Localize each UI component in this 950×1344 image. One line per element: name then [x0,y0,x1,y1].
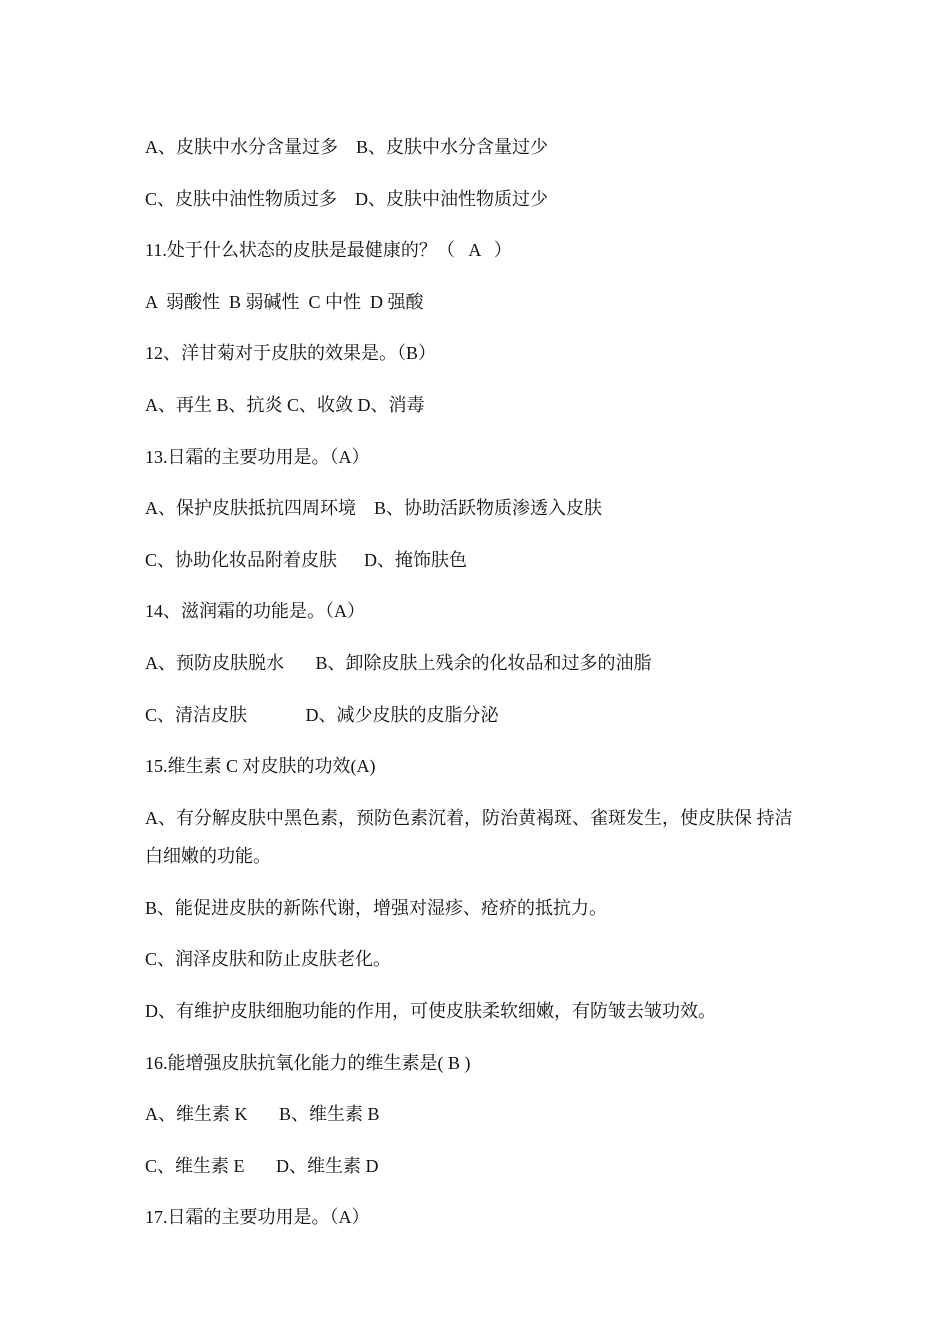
option-line: A、再生 B、抗炎 C、收敛 D、消毒 [145,394,425,415]
option-line: C、协助化妆品附着皮肤 D、掩饰肤色 [145,549,468,570]
question-14: 14、滋润霜的功能是。（A） [145,601,365,622]
question-11: 11.处于什么状态的皮肤是最健康的？（ A ） [145,240,512,261]
option-line: A、皮肤中水分含量过多 B、皮肤中水分含量过少 [145,137,549,157]
question-17: 17.日霜的主要功用是。（A） [145,1207,370,1228]
option-line: C、维生素 E D、维生素 D [145,1155,379,1176]
document-body [145,122,825,1244]
option-line: A、维生素 K B、维生素 B [145,1104,380,1125]
option-line: C、清洁皮肤 D、减少皮肤的皮脂分泌 [145,704,499,725]
question-12: 12、洋甘菊对于皮肤的效果是。（B） [145,343,437,364]
option-line: C、皮肤中油性物质过多 D、皮肤中油性物质过少 [145,188,549,209]
option-line: B、能促进皮肤的新陈代谢，增强对湿疹、疮疥的抵抗力。 [145,897,608,918]
question-13: 13.日霜的主要功用是。（A） [145,446,370,467]
option-paragraph: A、有分解皮肤中黑色素，预防色素沉着，防治黄褐斑、雀斑发生，使皮肤保 持洁白细嫩的功能。 [145,807,793,866]
option-line: A、保护皮肤抵抗四周环境 B、协助活跃物质渗透入皮肤 [145,498,603,519]
option-line: D、有维护皮肤细胞功能的作用，可使皮肤柔软细嫩，有防皱去皱功效。 [145,1000,716,1021]
question-16: 16.能增强皮肤抗氧化能力的维生素是( B ) [145,1052,471,1073]
option-line: A 弱酸性 B 弱碱性 C 中性 D 强酸 [145,291,424,312]
option-line: C、润泽皮肤和防止皮肤老化。 [145,949,392,970]
question-15: 15.维生素 C 对皮肤的功效(A) [145,756,376,777]
option-line: A、预防皮肤脱水 B、卸除皮肤上残余的化妆品和过多的油脂 [145,652,652,673]
